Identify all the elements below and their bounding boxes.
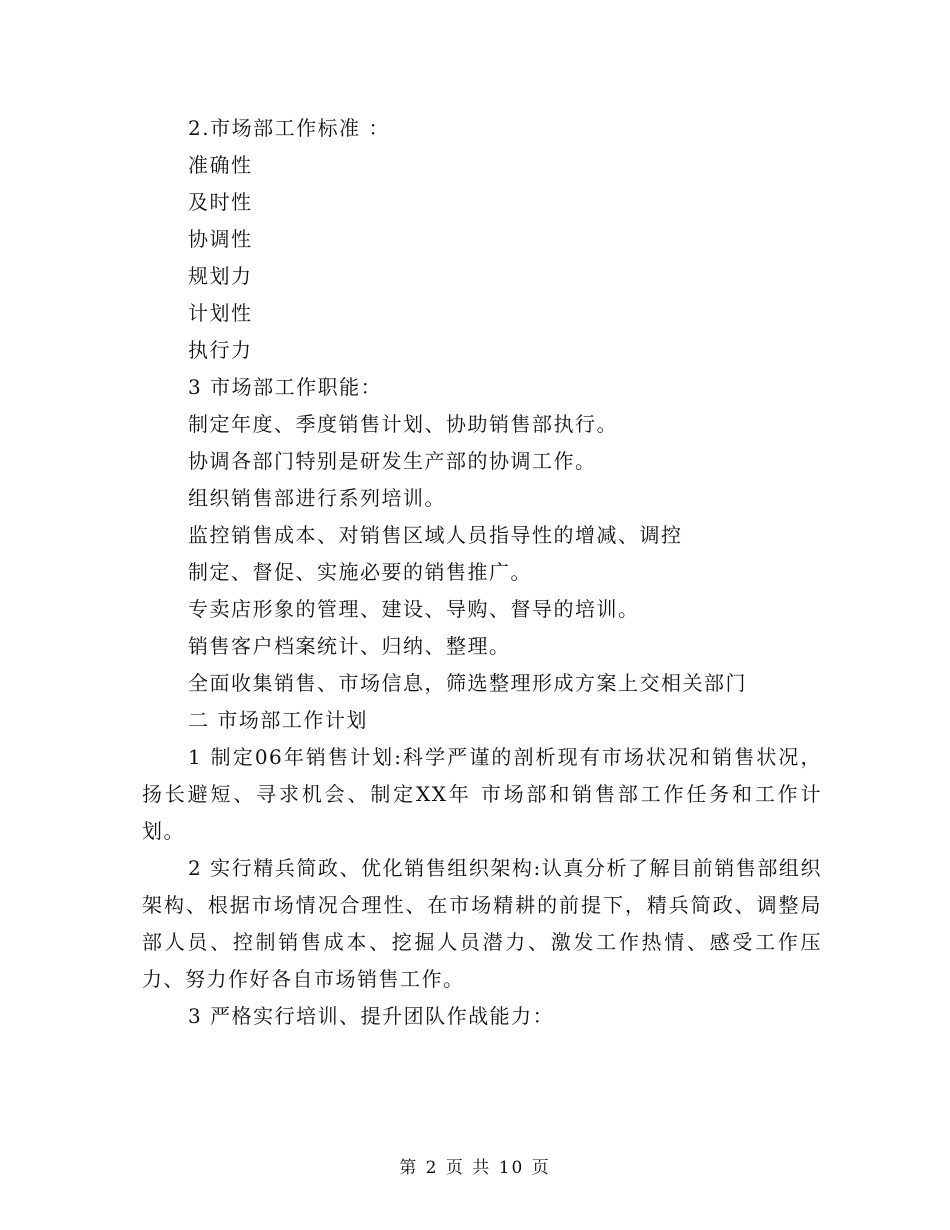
list-item: 制定、督促、实施必要的销售推广。: [188, 560, 532, 584]
list-item: 准确性: [188, 153, 253, 177]
list-item: 全面收集销售、市场信息，筛选整理形成方案上交相关部门: [188, 671, 747, 695]
list-item: 协调性: [188, 227, 253, 251]
list-item: 专卖店形象的管理、建设、导购、督导的培训。: [188, 597, 640, 621]
list-item: 销售客户档案统计、归纳、整理。: [188, 634, 511, 658]
paragraph: 2 实行精兵简政、优化销售组织架构:认真分析了解目前销售部组织架构、根据市场情况合理性、在市场精耕的前提下，精兵简政、调整局部人员、控制销售成本、挖掘人员潜力、激发工作热情、感受工作压力、努力作好各自市场销售工作。: [142, 856, 822, 991]
list-item: 组织销售部进行系列培训。: [188, 486, 446, 510]
section-heading: 二 市场部工作计划: [188, 708, 368, 732]
list-item: 计划性: [188, 301, 253, 325]
list-item: 协调各部门特别是研发生产部的协调工作。: [188, 449, 597, 473]
section-heading: 2.市场部工作标准 ：: [188, 116, 390, 140]
paragraph: 1 制定06年销售计划:科学严谨的剖析现有市场状况和销售状况，扬长避短、寻求机会、制定XX年 市场部和销售部工作任务和工作计划。: [142, 745, 822, 843]
list-item: 及时性: [188, 190, 253, 214]
page-footer: 第 2 页 共 10 页: [399, 1158, 551, 1178]
list-item: 执行力: [188, 338, 253, 362]
list-item: 制定年度、季度销售计划、协助销售部执行。: [188, 412, 618, 436]
list-item: 监控销售成本、对销售区域人员指导性的增减、调控: [188, 523, 683, 547]
list-item: 规划力: [188, 264, 253, 288]
paragraph: 3 严格实行培训、提升团队作战能力：: [188, 1004, 555, 1028]
section-heading: 3 市场部工作职能：: [188, 375, 383, 399]
